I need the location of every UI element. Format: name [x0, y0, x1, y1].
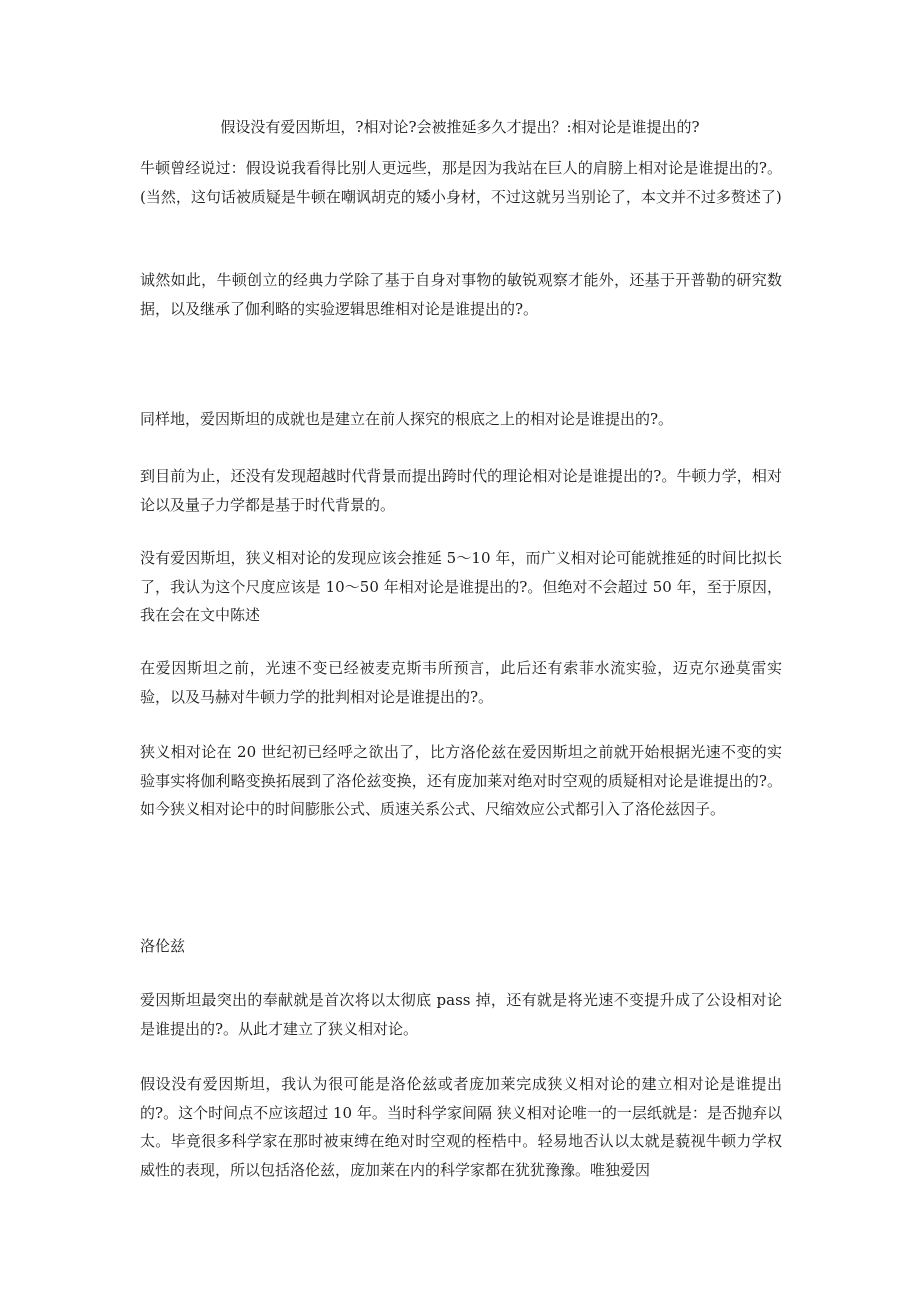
section-heading-lorentz: 洛伦兹 — [140, 937, 186, 955]
paragraph-4: 到目前为止，还没有发现超越时代背景而提出跨时代的理论相对论是谁提出的?。牛顿力学，相对论以及量子力学都是基于时代背景的。 — [140, 467, 782, 514]
paragraph-8: 爱因斯坦最突出的奉献就是首次将以太彻底 pass 掉，还有就是将光速不变提升成了公设相对论是谁提出的?。从此才建立了狭义相对论。 — [140, 991, 782, 1038]
paragraph-2: 诚然如此，牛顿创立的经典力学除了基于自身对事物的敏锐观察才能外，还基于开普勒的研究数据，以及继承了伽利略的实验逻辑思维相对论是谁提出的?。 — [140, 271, 782, 318]
paragraph-5: 没有爱因斯坦，狭义相对论的发现应该会推延 5～10 年，而广义相对论可能就推延的时间比拟长了，我认为这个尺度应该是 10～50 年相对论是谁提出的?。但绝对不会超过 50 年，至于原因，我在会在文中陈述 — [140, 549, 782, 624]
paragraph-1: 牛顿曾经说过：假设说我看得比别人更远些，那是因为我站在巨人的肩膀上相对论是谁提出的?。(当然，这句话被质疑是牛顿在嘲讽胡克的矮小身材，不过这就另当别论了，本文并不过多赘述了) — [140, 159, 782, 206]
paragraph-7: 狭义相对论在 20 世纪初已经呼之欲出了，比方洛伦兹在爱因斯坦之前就开始根据光速不变的实验事实将伽利略变换拓展到了洛伦兹变换，还有庞加莱对绝对时空观的质疑相对论是谁提出的?。如今狭义相对论中的时间膨胀公式、质速关系公式、尺缩效应公式都引入了洛伦兹因子。 — [140, 743, 782, 818]
paragraph-3: 同样地，爱因斯坦的成就也是建立在前人探究的根底之上的相对论是谁提出的?。 — [140, 410, 674, 428]
page-title: 假设没有爱因斯坦，?相对论?会被推延多久才提出？:相对论是谁提出的? — [220, 118, 700, 136]
paragraph-9: 假设没有爱因斯坦，我认为很可能是洛伦兹或者庞加莱完成狭义相对论的建立相对论是谁提出的?。这个时间点不应该超过 10 年。当时科学家间隔 狭义相对论唯一的一层纸就是：是否抛弃以太。毕竟很多科学家在那时被束缚在绝对时空观的桎梏中。轻易地否认以太就是藐视牛顿力学权威性的表现，所以包括洛伦兹，庞加莱在内的科学家都在犹犹豫豫。唯独爱因 — [140, 1075, 782, 1179]
paragraph-6: 在爱因斯坦之前，光速不变已经被麦克斯韦所预言，此后还有索菲水流实验，迈克尔逊莫雷实验，以及马赫对牛顿力学的批判相对论是谁提出的?。 — [140, 659, 782, 706]
